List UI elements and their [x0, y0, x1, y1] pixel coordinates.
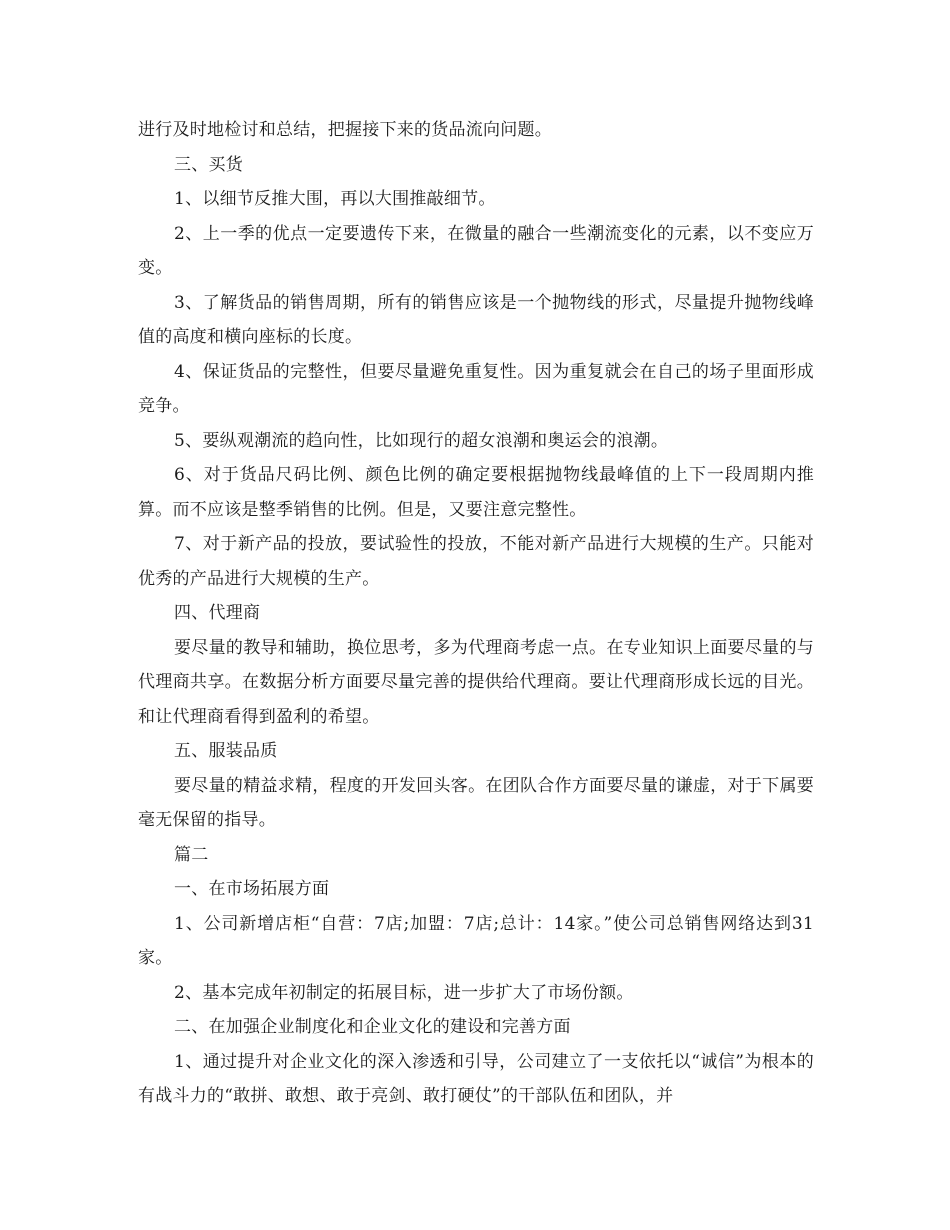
section-heading: 三、买货 [174, 154, 243, 175]
paragraph: 3、了解货品的销售周期，所有的销售应该是一个抛物线的形式，尽量提升抛物线峰值的高度和横向座标的长度。 [138, 292, 814, 347]
paragraph: 5、要纵观潮流的趋向性，比如现行的超女浪潮和奥运会的浪潮。 [174, 430, 669, 451]
paragraph: 1、通过提升对企业文化的深入渗透和引导，公司建立了一支依托以“诚信”为根本的有战斗力的“敢拼、敢想、敢于亮剑、敢打硬仗”的干部队伍和团队，并 [138, 1051, 814, 1106]
paragraph: 1、公司新增店柜“自营：7店;加盟：7店;总计：14家。”使公司总销售网络达到31家。 [138, 913, 814, 968]
paragraph: 7、对于新产品的投放，要试验性的投放，不能对新产品进行大规模的生产。只能对优秀的产品进行大规模的生产。 [138, 534, 814, 589]
section-heading: 二、在加强企业制度化和企业文化的建设和完善方面 [174, 1017, 571, 1037]
document-body [138, 113, 814, 1114]
section-heading: 四、代理商 [174, 603, 261, 623]
paragraph: 要尽量的精益求精，程度的开发回头客。在团队合作方面要尽量的谦虚，对于下属要毫无保留的指导。 [138, 775, 814, 830]
paragraph: 要尽量的教导和辅助，换位思考，多为代理商考虑一点。在专业知识上面要尽量的与代理商共享。在数据分析方面要尽量完善的提供给代理商。要让代理商形成长远的目光。和让代理商看得到盈利的希望。 [138, 637, 814, 727]
paragraph: 2、上一季的优点一定要遗传下来，在微量的融合一些潮流变化的元素，以不变应万变。 [138, 223, 814, 278]
section-heading: 篇二 [174, 844, 209, 865]
paragraph: 4、保证货品的完整性，但要尽量避免重复性。因为重复就会在自己的场子里面形成竞争。 [138, 361, 814, 416]
section-heading: 五、服装品质 [174, 741, 278, 761]
paragraph: 进行及时地检讨和总结，把握接下来的货品流向问题。 [138, 120, 552, 140]
paragraph: 2、基本完成年初制定的拓展目标，进一步扩大了市场份额。 [174, 982, 634, 1003]
section-heading: 一、在市场拓展方面 [174, 879, 330, 899]
paragraph: 6、对于货品尺码比例、颜色比例的确定要根据抛物线最峰值的上下一段周期内推算。而不应该是整季销售的比例。但是，又要注意完整性。 [138, 465, 814, 520]
paragraph: 1、以细节反推大围，再以大围推敲细节。 [174, 189, 496, 209]
